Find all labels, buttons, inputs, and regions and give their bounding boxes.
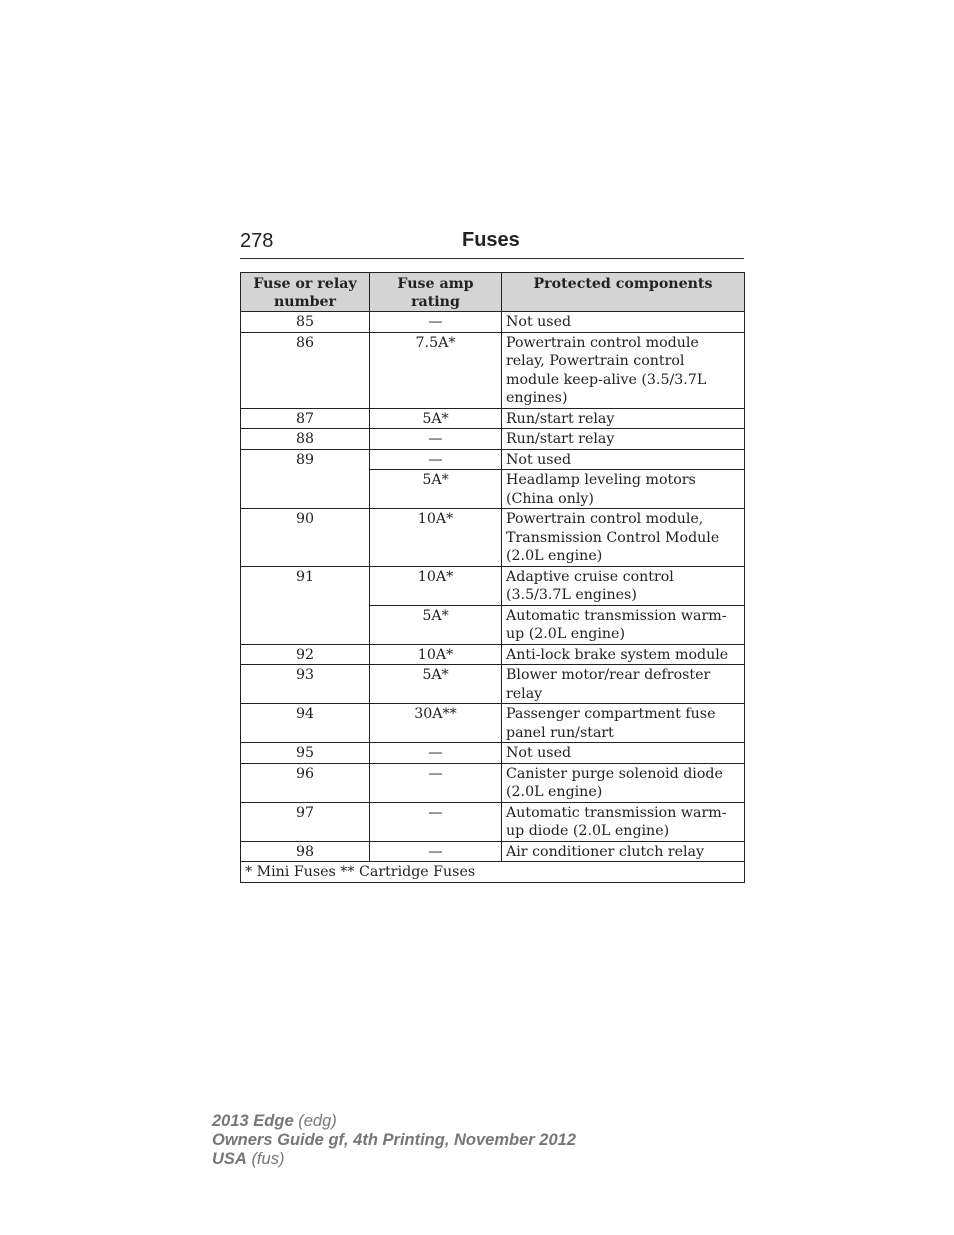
footer-line-2 (212, 1131, 576, 1150)
fuse-number-cell: 95 (241, 743, 370, 764)
table-row (241, 763, 745, 802)
fuse-number-cell: 87 (241, 408, 370, 429)
fuse-number-cell: 90 (241, 509, 370, 567)
fuse-number-cell: 86 (241, 332, 370, 408)
footer-market: USA (212, 1150, 247, 1168)
page-header (240, 228, 744, 259)
fuse-table (240, 272, 745, 883)
section-title: Fuses (462, 229, 520, 251)
protected-component-cell: Automatic transmission warm-up (2.0L engine) (502, 605, 745, 644)
protected-component-cell: Not used (502, 449, 745, 470)
fuse-number-cell: 96 (241, 763, 370, 802)
footnote-row (241, 862, 745, 883)
table-row (241, 704, 745, 743)
protected-component-cell: Automatic transmission warm-up diode (2.0L engine) (502, 802, 745, 841)
table-row (241, 332, 745, 408)
protected-component-cell: Adaptive cruise control (3.5/3.7L engines) (502, 566, 745, 605)
footer-guide: Owners Guide gf, 4th Printing, November 2012 (212, 1131, 576, 1149)
protected-component-cell: Not used (502, 312, 745, 333)
fuse-amp-cell: 10A* (370, 644, 502, 665)
table-row (241, 566, 745, 605)
table-row (241, 841, 745, 862)
fuse-amp-cell: 10A* (370, 566, 502, 605)
fuse-amp-cell: — (370, 449, 502, 470)
fuse-number-cell: 98 (241, 841, 370, 862)
fuse-amp-cell: 30A** (370, 704, 502, 743)
table-header-row (241, 273, 745, 312)
fuse-number-cell: 89 (241, 449, 370, 509)
fuse-number-cell: 93 (241, 665, 370, 704)
fuse-amp-cell: 5A* (370, 605, 502, 644)
column-header: Fuse amp rating (370, 273, 502, 312)
table-row (241, 408, 745, 429)
fuse-amp-cell: 5A* (370, 470, 502, 509)
protected-component-cell: Anti-lock brake system module (502, 644, 745, 665)
fuse-amp-cell: 5A* (370, 408, 502, 429)
column-header: Fuse or relay number (241, 273, 370, 312)
footnote: * Mini Fuses ** Cartridge Fuses (241, 862, 745, 883)
protected-component-cell: Canister purge solenoid diode (2.0L engine) (502, 763, 745, 802)
protected-component-cell: Headlamp leveling motors (China only) (502, 470, 745, 509)
fuse-amp-cell: 7.5A* (370, 332, 502, 408)
fuse-number-cell: 97 (241, 802, 370, 841)
protected-component-cell: Not used (502, 743, 745, 764)
page-number: 278 (240, 230, 274, 252)
table-row (241, 429, 745, 450)
fuse-number-cell: 92 (241, 644, 370, 665)
protected-component-cell: Powertrain control module, Transmission Control Module (2.0L engine) (502, 509, 745, 567)
fuse-amp-cell: — (370, 763, 502, 802)
fuse-amp-cell: — (370, 743, 502, 764)
protected-component-cell: Run/start relay (502, 429, 745, 450)
document-footer (212, 1112, 576, 1169)
table-row (241, 665, 745, 704)
fuse-amp-cell: 10A* (370, 509, 502, 567)
fuse-amp-cell: — (370, 429, 502, 450)
table-row (241, 743, 745, 764)
fuse-amp-cell: — (370, 312, 502, 333)
table-row (241, 509, 745, 567)
fuse-number-cell: 85 (241, 312, 370, 333)
protected-component-cell: Run/start relay (502, 408, 745, 429)
footer-model-code: (edg) (298, 1112, 337, 1130)
fuse-amp-cell: 5A* (370, 665, 502, 704)
table-row (241, 644, 745, 665)
footer-line-3 (212, 1150, 576, 1169)
table-row (241, 802, 745, 841)
fuse-number-cell: 91 (241, 566, 370, 644)
protected-component-cell: Passenger compartment fuse panel run/start (502, 704, 745, 743)
footer-line-1 (212, 1112, 576, 1131)
table-row (241, 449, 745, 470)
fuse-number-cell: 94 (241, 704, 370, 743)
footer-model: 2013 Edge (212, 1112, 294, 1130)
protected-component-cell: Air conditioner clutch relay (502, 841, 745, 862)
protected-component-cell: Blower motor/rear defroster relay (502, 665, 745, 704)
column-header: Protected components (502, 273, 745, 312)
fuse-number-cell: 88 (241, 429, 370, 450)
fuse-amp-cell: — (370, 802, 502, 841)
footer-market-code: (fus) (251, 1150, 285, 1168)
fuse-amp-cell: — (370, 841, 502, 862)
table-row (241, 312, 745, 333)
protected-component-cell: Powertrain control module relay, Powertrain control module keep-alive (3.5/3.7L engines) (502, 332, 745, 408)
